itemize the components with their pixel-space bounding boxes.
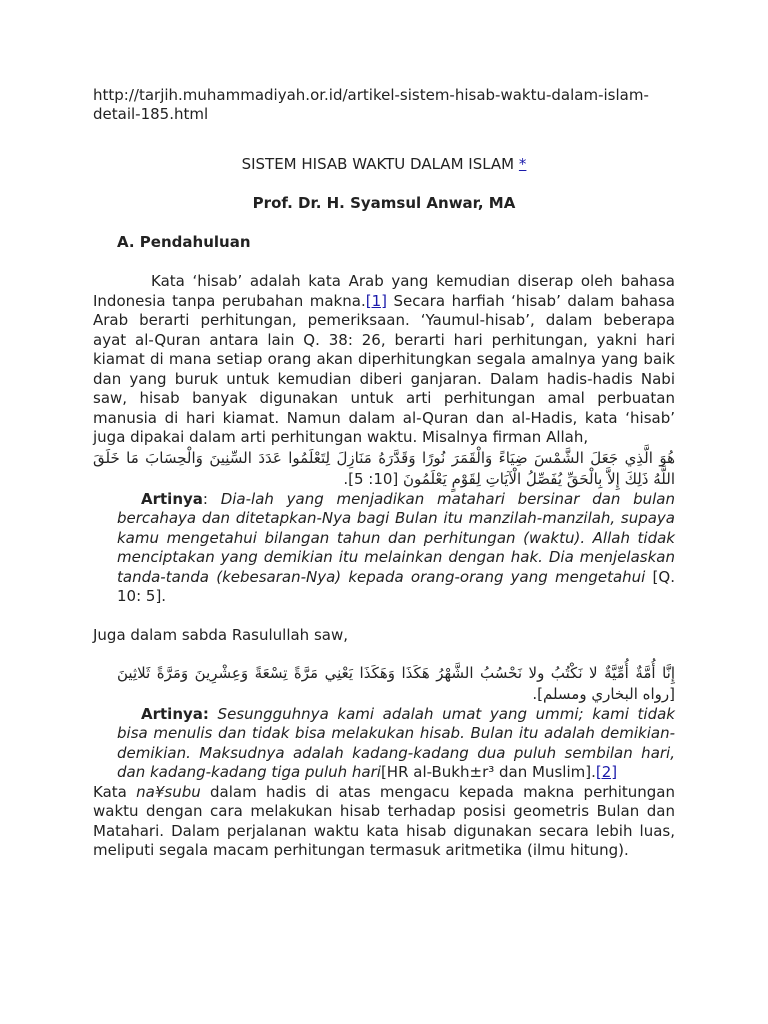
translation-text: Dia-lah yang menjadikan matahari bersinar dan bulan bercahaya dan ditetapkan-Nya bagi Bulan itu manzilah-manzilah, supaya kamu mengetahui bilangan tahun dan perhitungan (waktu). Allah tidak menciptakan yang demikian itu melainkan dengan hak. Dia menjelaskan tanda-tanda (kebesaran-Nya) kepada orang-orang yang mengetahui	[117, 489, 675, 586]
translation-hadith-label: Artinya:	[141, 704, 209, 723]
title-footnote-link[interactable]: *	[518, 155, 527, 173]
intro-text-1: Kata ‘hisab’ adalah kata Arab yang kemudian diserap oleh bahasa Indonesia tanpa perubahan makna.	[93, 272, 675, 310]
quran-verse-arabic: هُوَ الَّذِي جَعَلَ الشَّمْسَ ضِيَاءً وَالْقَمَرَ نُورًا وَقَدَّرَهُ مَنَازِلَ لِتَعْلَمُوا عَدَدَ السِّنِينَ وَالْحِسَابَ مَا خَلَقَ اللَّهُ ذَلِكَ إِلاَّ بِالْحَقِّ يُفَصِّلُ الْآيَاتِ لِقَوْمٍ يَعْلَمُونَ [10: 5].	[93, 448, 675, 488]
hadith-arabic: إِنَّا أُمَّةٌ أُمِّيَّةٌ لا نَكْتُبُ ولا نَحْسُبُ الشَّهْرُ هَكَذَا وَهَكَذَا يَعْنِي مَرَّةً تِسْعَةً وَعِشْرِينَ وَمَرَّةً ثَلاثِينَ [رواه البخاري ومسلم].	[117, 663, 675, 703]
section-heading: A. Pendahuluan	[117, 233, 251, 251]
translation-hadith-text: Sesungguhnya kami adalah umat yang ummi; kami tidak bisa menulis dan tidak bisa melakukan hisab. Bulan itu adalah demikian-demikian. Maksudnya adalah kadang-kadang dua puluh sembilan hari, dan kadang-kadang tiga puluh hari	[117, 704, 675, 781]
closing-paragraph	[93, 783, 675, 861]
closing-text: dalam hadis di atas mengacu kepada makna perhitungan waktu dengan cara melakukan hisab terhadap posisi geometris Bulan dan Matahari. Dalam perjalanan waktu kata hisab digunakan secara lebih luas, meliputi segala macam perhitungan termasuk aritmetika (ilmu hitung).	[93, 782, 675, 859]
translation-verse	[117, 490, 675, 607]
footnote-link-2[interactable]: [2]	[595, 763, 618, 781]
translation-colon: :	[202, 489, 208, 508]
source-url: http://tarjih.muhammadiyah.or.id/artikel-sistem-hisab-waktu-dalam-islam-detail-185.html	[93, 86, 649, 123]
translation-hadith-ref: [HR al-Bukh±r³ dan Muslim].	[380, 763, 596, 781]
article-title	[93, 155, 675, 174]
article-title-text: SISTEM HISAB WAKTU DALAM ISLAM	[241, 155, 515, 173]
translation-ref: [Q. 10: 5].	[117, 567, 675, 605]
hadith-intro: Juga dalam sabda Rasulullah saw,	[93, 625, 348, 644]
intro-paragraph	[93, 272, 675, 448]
translation-hadith	[117, 705, 675, 783]
closing-kata: Kata	[93, 782, 137, 801]
closing-term: na¥subu	[136, 782, 201, 801]
footnote-link-1[interactable]: [1]	[365, 291, 387, 310]
author-name: Prof. Dr. H. Syamsul Anwar, MA	[252, 194, 516, 212]
translation-label: Artinya	[141, 489, 203, 508]
intro-text-2: Secara harfiah ‘hisab’ dalam bahasa Arab berarti perhitungan, pemeriksaan. ‘Yaumul-hisab’, dalam beberapa ayat al-Quran antara lain Q. 38: 26, berarti hari perhitungan, yakni hari kiamat di mana setiap orang akan diperhitungkan segala amalnya yang baik dan yang buruk untuk kemudian diberi ganjaran. Dalam hadis-hadis Nabi saw, hisab banyak digunakan untuk arti perhitungan amal perbuatan manusia di hari kiamat. Namun dalam al-Quran dan al-Hadis, kata ‘hisab’ juga dipakai dalam arti perhitungan waktu. Misalnya firman Allah,	[93, 291, 676, 446]
